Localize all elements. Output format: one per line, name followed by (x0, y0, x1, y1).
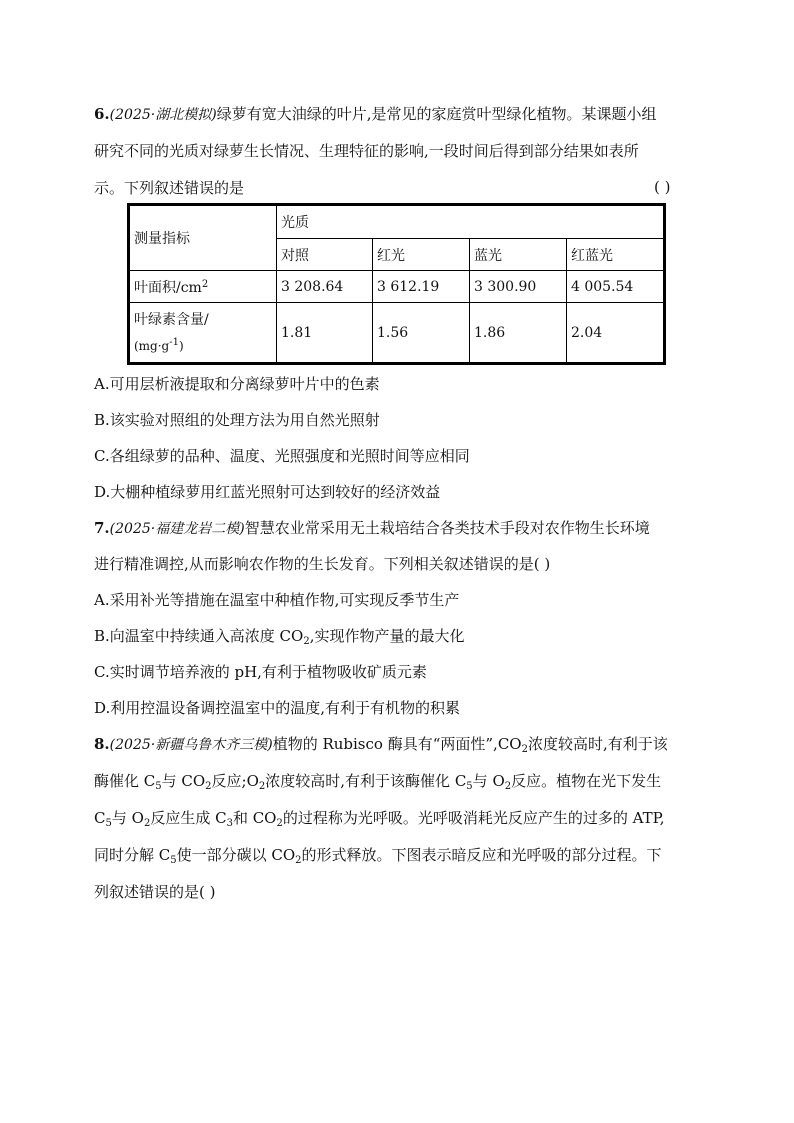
q6-answer-paren: ( ) (654, 178, 671, 196)
q6-option-a: A.可用层析液提取和分离绿萝叶片中的色素 (94, 375, 380, 393)
table-cell: 3 300.90 (470, 271, 567, 303)
table-cell: 1.81 (277, 303, 373, 363)
table-row (130, 303, 664, 363)
q6-option-b: B.该实验对照组的处理方法为用自然光照射 (94, 411, 380, 429)
q8-source: (2025·新疆乌鲁木齐三模) (109, 737, 273, 753)
table-col-control: 对照 (277, 239, 373, 271)
q8-line-3: $C_5$与 $O_2$反应生成 $C_3$和 $CO_2$的过程称为光呼吸。光呼吸消耗光反应产生的过多的 ATP, (94, 809, 665, 829)
q7-option-d: D.利用控温设备调控温室中的温度,有利于有机物的积累 (94, 699, 461, 717)
q7-line-2: 进行精准调控,从而影响农作物的生长发育。下列相关叙述错误的是( ) (94, 555, 551, 573)
table-cell: 3 612.19 (373, 271, 470, 303)
table-col-blue: 蓝光 (470, 239, 567, 271)
q6-source: (2025·湖北模拟) (109, 107, 217, 123)
table-row-label-leaf-area: 叶面积$/cm^2$ (130, 271, 277, 303)
q6-option-c: C.各组绿萝的品种、温度、光照强度和光照时间等应相同 (94, 447, 470, 465)
table-row (130, 271, 664, 303)
q6-line-2: 研究不同的光质对绿萝生长情况、生理特征的影响,一段时间后得到部分结果如表所 (94, 142, 639, 160)
q7-option-a: A.采用补光等措施在温室中种植作物,可实现反季节生产 (94, 591, 460, 609)
q7-text-1: 智慧农业常采用无土栽培结合各类技术手段对农作物生长环境 (244, 519, 650, 537)
table-col-red-blue: 红蓝光 (567, 239, 664, 271)
q6-results-table (129, 205, 664, 363)
table-cell: 1.86 (470, 303, 567, 363)
table-row-label-chlorophyll: 叶绿素含量/ $(mg\cdot g^{-1})$ (130, 303, 277, 363)
q7-option-c: C.实时调节培养液的 pH,有利于植物吸收矿质元素 (94, 663, 427, 681)
table-header-light-quality: 光质 (277, 206, 664, 239)
q6-option-d: D.大棚种植绿萝用红蓝光照射可达到较好的经济效益 (94, 483, 441, 501)
table-col-red: 红光 (373, 239, 470, 271)
q7-line-1 (94, 518, 650, 539)
q8-line-2: 酶催化 $C_5$与 $CO_2$反应$;O_2$浓度较高时,有利于该酶催化 $C_5$与 $O_2$反应。植物在光下发生 (94, 772, 662, 792)
q8-line-5: 列叙述错误的是( ) (94, 883, 216, 901)
q7-option-b: B.向温室中持续通入高浓度 $CO_2$,实现作物产量的最大化 (94, 627, 465, 647)
table-cell: 4 005.54 (567, 271, 664, 303)
q7-number: 7. (94, 519, 110, 537)
q8-line-4: 同时分解 $C_5$使一部分碳以 $CO_2$的形式释放。下图表示暗反应和光呼吸的部分过程。下 (94, 846, 662, 866)
q6-line-1 (94, 104, 656, 125)
table-cell: 1.56 (373, 303, 470, 363)
q7-source: (2025·福建龙岩二模) (109, 521, 245, 537)
table-cell: 2.04 (567, 303, 664, 363)
table-cell: 3 208.64 (277, 271, 373, 303)
q8-line-1: 8.(2025·新疆乌鲁木齐三模)植物的 Rubisco 酶具有“两面性$”,CO_2$浓度较高时,有利于该 (94, 735, 668, 755)
q6-line-3: 示。下列叙述错误的是 (94, 179, 245, 197)
q6-text-1: 绿萝有宽大油绿的叶片,是常见的家庭赏叶型绿化植物。某课题小组 (216, 105, 657, 123)
q6-number: 6. (94, 105, 110, 123)
table-header-indicator: 测量指标 (130, 206, 277, 271)
q8-number: 8. (94, 735, 110, 753)
